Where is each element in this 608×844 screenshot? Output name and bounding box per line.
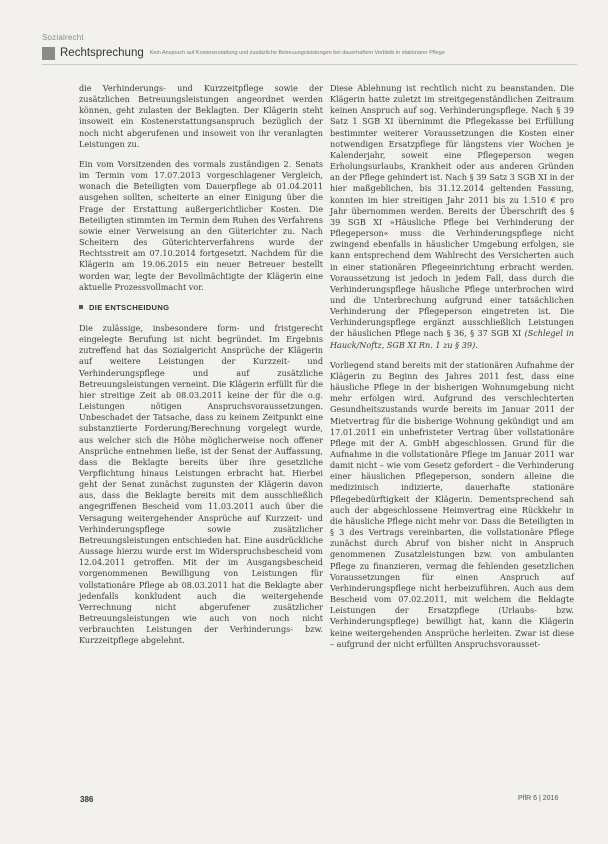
header-divider xyxy=(42,64,577,65)
running-header xyxy=(42,45,577,61)
section-label: Sozialrecht xyxy=(42,33,84,42)
citation: (Schlegel in Hauck/Noftz, SGB XI Rn. 1 zu § 39). xyxy=(330,328,574,350)
right-paragraph-1 xyxy=(330,83,574,351)
section-heading-text: DIE ENTSCHEIDUNG xyxy=(89,302,170,312)
right-column xyxy=(330,83,574,659)
header-marker-square xyxy=(42,47,55,60)
right-paragraph-2: Vorliegend stand bereits mit der stationären Aufnahme der Klägerin zu Beginn des Jahres 2011 fest, dass eine häusliche Pflege in der bisherigen Wohnumgebung nicht mehr erfolgen wird. Aufgrund des verschlechterten Gesundheitszustands wurde bereits im Januar 2011 der Mietvertrag für die bisherige Wohnung gekündigt und am 17.01.2011 ein unbefristeter Vertrag über vollstationäre Pflege mit der A. GmbH abgeschlossen. Grund für die Aufnahme in die vollstationäre Pflege im Januar 2011 war damit nicht – wie vom Gesetz gefordert – die Verhinderung einer häuslichen Pflegeperson, sondern alleine die medizinisch indizierte, dauerhafte stationäre Pflegebedürftigkeit der Klägerin. Dementsprechend sah auch der abgeschlossene Heimvertrag eine Rückkehr in die häusliche Pflege nicht mehr vor. Dass die Beteiligten in § 3 des Vertrags vereinbarten, die vollstationäre Pflege zunächst durch Abruf von bisher nicht in Anspruch genommenen Zusatzleistungen bzw. von ambulanten Pflege zu finanzieren, vermag die fehlenden gesetzlichen Voraussetzungen für einen Anspruch auf Verhinderungspflege nicht herbeizuführen. Auch aus dem Bescheid vom 07.02.2011, mit welchem die Beklagte Leistungen der Ersatzpflege (Urlaubs- bzw. Verhinderungspflege) bewilligt hat, kann die Klägerin keine weitergehenden Ansprüche herleiten. Zwar ist diese – aufgrund der nicht erfüllten Anspruchsvorausset- xyxy=(330,359,574,649)
left-paragraph-1: die Verhinderungs- und Kurzzeitpflege sowie der zusätzlichen Betreuungsleistungen angeordnet werden können, geht zulasten der Beklagten. Der Klägerin steht insoweit ein Kostenerstattungsanspruch bezüglich der noch nicht abgerufenen und insoweit von ihr veranlagten Leistungen zu. xyxy=(79,83,323,149)
section-heading xyxy=(79,302,323,313)
journal-issue: PflR 6 | 2016 xyxy=(518,795,559,802)
left-paragraph-3: Die zulässige, insbesondere form- und fristgerecht eingelegte Berufung ist nicht begründet. Im Ergebnis zutreffend hat das Sozialgericht Ansprüche der Klägerin auf weitere Leistungen der Kurzzeit- und Verhinderungspflege und auf zusätzliche Betreuungsleistungen verneint. Die Klägerin erfüllt für die hier streitige Zeit ab 08.03.2011 keine der für die o.g. Leistungen nötigen Anspruchsvoraussetzungen. Unbeschadet der Tatsache, dass zu keinem Zeitpunkt eine substanziierte Forderung/Berechnung vorgelegt wurde, aus welcher sich die Höhe möglicherweise noch offener Ansprüche entnehmen ließe, ist der Senat der Auffassung, dass die Beklagte bereits über ihre gesetzliche Verpflichtung hinaus Leistungen erbracht hat. Hierbei geht der Senat zunächst zugunsten der Klägerin davon aus, dass die Beklagte bereits mit dem ausschließlich angegriffenen Bescheid vom 11.03.2011 auch über die Versagung weitergehender Ansprüche auf Kurzzeit- und Verhinderungspflege sowie zusätzlicher Betreuungsleistungen entschieden hat. Eine ausdrückliche Aussage hierzu wurde erst im Widerspruchsbescheid vom 12.04.2011 getroffen. Mit der im Ausgangsbescheid vorgenommenen Bewilligung von Leistungen für vollstationäre Pflege ab 08.03.2011 hat die Beklagte aber jedenfalls konkludent auch die weitergehende Verrechnung nicht abgerufener zusätzlicher Betreuungsleistungen wie auch von noch nicht verbrauchten Leistungen der Verhinderungs- bzw. Kurzzeitpflege abgelehnt. xyxy=(79,322,323,646)
page-number: 386 xyxy=(80,795,94,804)
header-subtitle: Kein Anspruch auf Kostenerstattung und zusätzliche Betreuungsleistungen bei dauerhaftem Verbleib in stationärer Pflege xyxy=(149,50,445,56)
header-title: Rechtsprechung xyxy=(60,47,144,59)
right-paragraph-1-text: Diese Ablehnung ist rechtlich nicht zu beanstanden. Die Klägerin hatte zuletzt im streitgegenständlichen Zeitraum keinen Anspruch auf sog. Verhinderungspflege. Nach § 39 Satz 1 SGB XI übernimmt die Pflegekasse bei Erfüllung bestimmter weiterer Voraussetzungen die Kosten einer notwendigen Ersatzpflege für längstens vier Wochen je Kalenderjahr, soweit eine Pflegeperson wegen Erholungsurlaubs, Krankheit oder aus anderen Gründen an der Pflege gehindert ist. Nach § 39 Satz 3 SGB XI in der hier maßgeblichen, bis 31.12.2014 geltenden Fassung, konnten im hier streitigen Jahr 2011 bis zu 1.510 € pro Jahr übernommen werden. Bereits der Überschrift des § 39 SGB XI »Häusliche Pflege bei Verhinderung der Pflegeperson« muss die Verhinderungspflege nicht zwingend ebenfalls in häuslicher Umgebung erfolgen, sie kann entsprechend dem Wahlrecht des Versicherten auch in einer stationären Pflegeeinrichtung erbracht werden. Voraussetzung ist jedoch in jedem Fall, dass durch die Verhinderungspflege häusliche Pflege unterbrochen wird und die Unterbrechung aufgrund einer tatsächlichen Verhinderung der Pflegeperson eingetreten ist. Die Verhinderungspflege ergänzt ausschließlich Leistungen der häuslichen Pflege nach § 36, § 37 SGB XI xyxy=(330,83,574,339)
square-bullet-icon xyxy=(79,305,83,309)
left-paragraph-2: Ein vom Vorsitzenden des vormals zuständigen 2. Senats im Termin vom 17.07.2013 vorgeschlagener Vergleich, wonach die Beteiligten vom Dauerpflege ab 01.04.2011 ausgehen sollten, scheiterte an einer Einigung über die Frage der Erstattung außergerichtlicher Kosten. Die Beteiligten stimmten im Termin dem Ruhen des Verfahrens sowie einer Verweisung an den Güterichter zu. Nach Scheitern des Güterichterverfahrens wurde der Rechtsstreit am 07.10.2014 fortgesetzt. Nachdem für die Klägerin am 19.06.2015 ein neuer Betreuer bestellt worden war, legte der Bevollmächtigte der Klägerin eine aktuelle Prozessvollmacht vor. xyxy=(79,158,323,292)
left-column xyxy=(79,83,323,656)
